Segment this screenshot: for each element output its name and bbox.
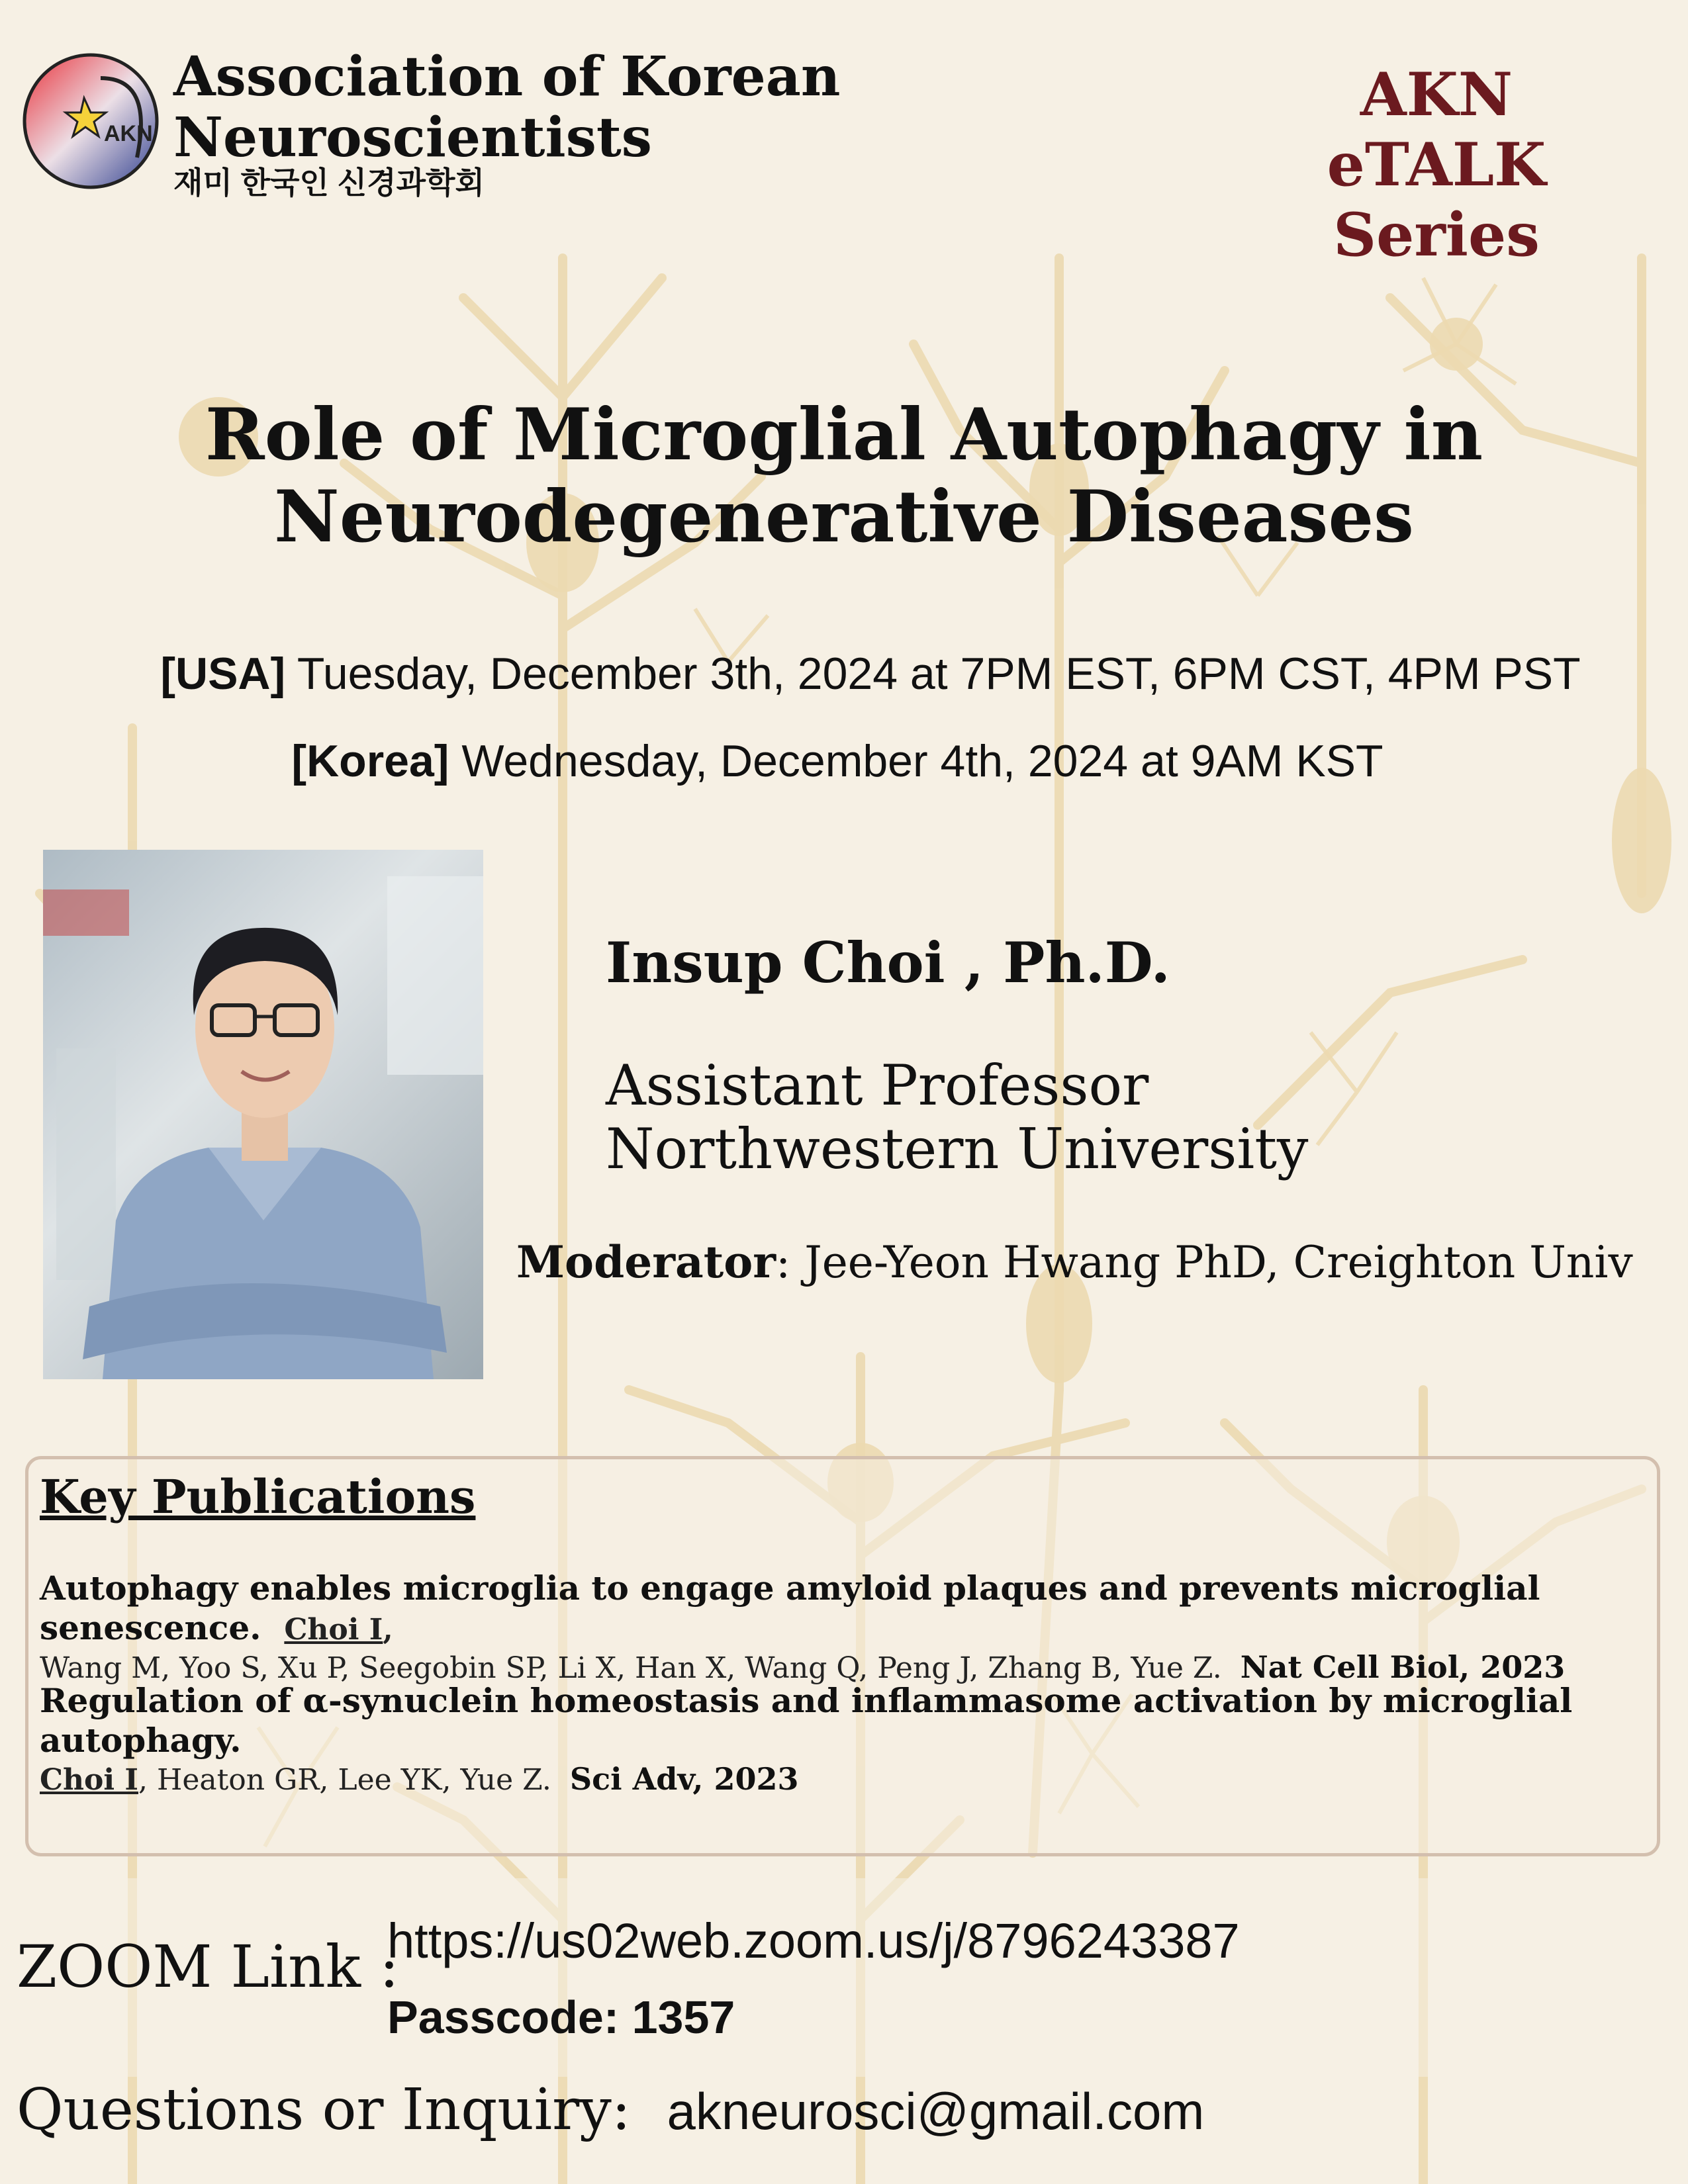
org-name-line1: Association of Korean — [173, 45, 841, 109]
moderator-line — [516, 1236, 1633, 1288]
publication-authors: , Heaton GR, Lee YK, Yue Z. — [138, 1763, 551, 1797]
speaker-position — [606, 1054, 1308, 1181]
akn-logo — [21, 52, 160, 191]
contact-line — [17, 2077, 1204, 2143]
publication-first-author: Choi I — [40, 1763, 138, 1797]
publication-comma: , — [383, 1613, 393, 1647]
speaker-title: Assistant Professor — [606, 1053, 1149, 1118]
contact-email[interactable]: akneurosci@gmail.com — [667, 2082, 1205, 2140]
zoom-passcode: Passcode: 1357 — [387, 1991, 735, 2043]
date-usa — [26, 647, 1688, 700]
publication-journal: Sci Adv, 2023 — [569, 1761, 799, 1797]
organization-name — [173, 46, 841, 168]
usa-time: Tuesday, December 3th, 2024 at 7PM EST, 6PM CST, 4PM PST — [285, 649, 1581, 699]
publications-heading: Key Publications — [40, 1469, 476, 1524]
moderator-label: Moderator — [516, 1236, 776, 1288]
series-line1: AKN eTALK — [1327, 60, 1546, 200]
publication-item — [40, 1569, 1662, 1687]
zoom-label: ZOOM Link : — [17, 1933, 399, 2001]
publication-journal: Nat Cell Biol, 2023 — [1240, 1649, 1566, 1685]
moderator-value: : Jee-Yeon Hwang PhD, Creighton Univ — [776, 1237, 1633, 1288]
series-title — [1244, 60, 1628, 270]
publication-first-author: Choi I — [284, 1613, 383, 1647]
date-korea — [0, 735, 1681, 788]
korea-time: Wednesday, December 4th, 2024 at 9AM KST — [449, 736, 1383, 786]
talk-title — [99, 394, 1589, 558]
korea-tag: [Korea] — [291, 736, 449, 786]
publication-title: Autophagy enables microglia to engage amyloid plaques and prevents microglial senescence. — [40, 1569, 1540, 1647]
publication-title-line — [40, 1569, 1662, 1649]
publication-item — [40, 1681, 1662, 1799]
contact-label: Questions or Inquiry: — [17, 2077, 631, 2143]
zoom-link[interactable]: https://us02web.zoom.us/j/8796243387 — [387, 1913, 1240, 1968]
publication-authors: Wang M, Yoo S, Xu P, Seegobin SP, Li X, Han X, Wang Q, Peng J, Zhang B, Yue Z. — [40, 1651, 1222, 1685]
publication-authors-line — [40, 1760, 1662, 1799]
talk-title-line2: Neurodegenerative Diseases — [274, 475, 1414, 559]
publication-title: Regulation of α-synuclein homeostasis and inflammasome activation by microglial autophagy. — [40, 1681, 1573, 1760]
speaker-photo — [43, 850, 483, 1379]
organization-name-korean: 재미 한국인 신경과학회 — [173, 165, 485, 200]
speaker-affiliation: Northwestern University — [606, 1116, 1309, 1181]
usa-tag: [USA] — [160, 649, 286, 699]
speaker-name: Insup Choi , Ph.D. — [606, 930, 1170, 995]
org-name-line2: Neuroscientists — [173, 106, 652, 169]
series-line2: Series — [1333, 200, 1540, 270]
logo-text: AKN — [104, 121, 153, 146]
talk-title-line1: Role of Microglial Autophagy in — [205, 393, 1483, 477]
